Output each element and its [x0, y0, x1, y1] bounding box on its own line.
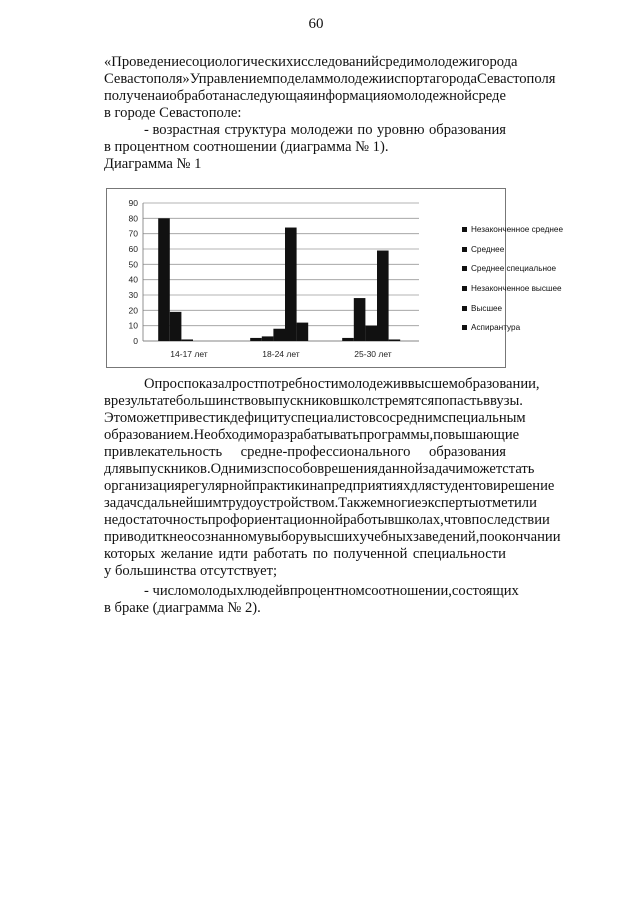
word: выпускников — [258, 393, 340, 409]
word: исследований — [293, 54, 379, 70]
word: решения — [324, 461, 378, 477]
x-category-label: 14-17 лет — [170, 349, 208, 359]
word: - возрастная — [144, 122, 220, 138]
bar — [158, 218, 170, 341]
word: спорта — [394, 71, 437, 87]
text-line — [104, 495, 537, 512]
text-line — [104, 376, 540, 393]
word: работать — [253, 546, 308, 562]
word: информация — [309, 88, 388, 104]
word: попасть — [434, 393, 484, 409]
legend-swatch — [462, 286, 467, 291]
word: полученной — [333, 546, 408, 562]
diagram-title: Диаграмма № 1 — [104, 156, 202, 172]
word: по — [357, 122, 373, 138]
word: образовании, — [457, 376, 540, 392]
word: может — [463, 461, 503, 477]
legend-swatch — [462, 227, 467, 232]
word: эксперты — [421, 495, 479, 511]
bar — [342, 338, 354, 341]
word: средним — [389, 410, 442, 426]
word: специалистов — [290, 410, 376, 426]
word: большинство — [175, 393, 259, 409]
legend-swatch — [462, 306, 467, 311]
word: в браке (диаграмма № 2). — [104, 600, 261, 616]
legend-item — [462, 298, 602, 318]
word: привести — [166, 410, 224, 426]
text-line — [104, 600, 506, 617]
y-tick-label: 10 — [128, 320, 138, 331]
text-line — [104, 139, 506, 156]
x-category-label: 18-24 лет — [262, 349, 300, 359]
word: показал — [183, 376, 232, 392]
text-line — [104, 54, 518, 71]
word: повышающие — [433, 427, 520, 443]
word: - число — [144, 583, 189, 599]
legend-swatch — [462, 247, 467, 252]
word: желание — [160, 546, 214, 562]
word: трудоустройством. — [221, 495, 339, 511]
legend-label: Незаконченное высшее — [471, 284, 562, 294]
bullet-married-share — [104, 583, 519, 617]
word: Одним — [210, 461, 254, 477]
word: в процентном соотношении (диаграмма № 1). — [104, 139, 389, 155]
word: вузы. — [490, 393, 523, 409]
word: многие — [376, 495, 422, 511]
word: задачи — [422, 461, 464, 477]
legend-item — [462, 259, 602, 279]
text-line — [104, 563, 506, 580]
y-tick-label: 30 — [128, 290, 138, 300]
word: профориентационной — [207, 512, 343, 528]
word: работы — [342, 512, 388, 528]
y-tick-label: 80 — [128, 213, 138, 224]
x-category-label: 25-30 лет — [354, 349, 392, 359]
word: в — [282, 583, 290, 599]
word: города — [436, 71, 478, 87]
word: молодежи — [338, 376, 401, 392]
survey-findings-paragraph — [104, 376, 561, 580]
word: идти — [218, 546, 248, 562]
intro-paragraph — [104, 54, 556, 122]
word: в — [483, 393, 490, 409]
word: специальности — [412, 546, 506, 562]
word: по — [272, 71, 288, 87]
word: дефициту — [230, 410, 291, 426]
word: что — [443, 512, 465, 528]
word: отметили — [478, 495, 537, 511]
text-line — [104, 427, 520, 444]
bar — [262, 336, 274, 341]
word: привлекательность — [104, 444, 223, 460]
page-number: 60 — [308, 16, 324, 32]
word: структура — [224, 122, 287, 138]
y-tick-label: 60 — [128, 244, 138, 254]
word: студентов — [431, 478, 493, 494]
word: и — [386, 71, 395, 87]
chart-legend — [462, 220, 602, 338]
word: организация — [104, 478, 182, 494]
y-tick-label: 40 — [128, 274, 138, 285]
word: способов — [266, 461, 325, 477]
word: получена — [104, 88, 162, 104]
word: окончании — [494, 529, 561, 545]
legend-item — [462, 220, 602, 240]
legend-swatch — [462, 266, 467, 271]
text-line — [104, 583, 519, 600]
word: в — [387, 512, 395, 528]
word: процентном — [289, 583, 365, 599]
word: заведений, — [413, 529, 480, 545]
word: уровню — [377, 122, 425, 138]
word: стремятся — [371, 393, 435, 409]
word: выпускников. — [125, 461, 211, 477]
word: у большинства отсутствует; — [104, 563, 278, 579]
y-tick-label: 70 — [128, 228, 138, 239]
word: высших — [310, 529, 360, 545]
word: может — [127, 410, 167, 426]
text-line — [104, 122, 506, 139]
word: образованием. — [104, 427, 194, 443]
word: учебных — [359, 529, 414, 545]
word: стать — [502, 461, 535, 477]
text-line — [104, 410, 526, 427]
word: Также — [338, 495, 377, 511]
word: неосознанному — [169, 529, 265, 545]
bar-chart-canvas — [107, 189, 507, 369]
word: в — [400, 376, 408, 392]
bar — [377, 251, 389, 341]
bar — [297, 323, 309, 341]
y-tick-label: 0 — [133, 336, 138, 346]
bar — [354, 298, 366, 341]
word: практики — [251, 478, 310, 494]
word: предприятиях — [323, 478, 411, 494]
word: выбору — [264, 529, 311, 545]
word: делам — [287, 71, 325, 87]
bullet-age-structure — [104, 122, 506, 156]
word: Это — [104, 410, 128, 426]
word: Севастополя — [477, 71, 556, 87]
word: в городе Севастополе: — [104, 105, 242, 121]
bar — [365, 326, 377, 341]
word: разрабатывать — [270, 427, 360, 443]
y-tick-label: 50 — [128, 259, 138, 270]
word: решение — [500, 478, 555, 494]
word: соотношении, — [364, 583, 452, 599]
word: следующая — [239, 88, 310, 104]
word: рост — [231, 376, 260, 392]
bar — [181, 339, 193, 341]
word: школах, — [394, 512, 444, 528]
word: образования — [429, 122, 506, 138]
word: Необходимо — [193, 427, 271, 443]
word: специальным — [441, 410, 526, 426]
word: приводит — [104, 529, 163, 545]
word: образования — [429, 444, 506, 460]
bar — [389, 339, 401, 341]
word: молодежи — [324, 71, 387, 87]
word: к — [162, 529, 170, 545]
text-line — [104, 529, 561, 546]
word: данной — [378, 461, 423, 477]
bar — [170, 312, 182, 341]
word: по — [479, 529, 495, 545]
word: программы, — [359, 427, 434, 443]
bar — [250, 338, 262, 341]
word: для — [104, 461, 126, 477]
legend-label: Высшее — [471, 303, 503, 313]
word: задач — [104, 495, 137, 511]
word: из — [253, 461, 267, 477]
word: к — [223, 410, 231, 426]
word: со — [375, 410, 390, 426]
word: о — [387, 88, 395, 104]
legend-label: Среднее специальное — [471, 264, 557, 274]
text-line — [104, 478, 555, 495]
y-tick-label: 20 — [128, 305, 138, 316]
diagram-1-chart — [106, 188, 564, 368]
word: дальнейшим — [143, 495, 222, 511]
word: с — [136, 495, 144, 511]
text-line — [104, 88, 506, 105]
text-line — [104, 461, 535, 478]
text-line — [104, 512, 550, 529]
word: школ — [339, 393, 372, 409]
word: молодежи — [290, 122, 353, 138]
word: для — [410, 478, 432, 494]
word: молодых — [188, 583, 244, 599]
legend-item — [462, 318, 602, 338]
word: обработана — [169, 88, 240, 104]
bar — [273, 329, 285, 341]
word: потребности — [259, 376, 339, 392]
word: состоящих — [451, 583, 519, 599]
text-line — [104, 71, 556, 88]
text-line — [104, 444, 506, 461]
word: регулярной — [181, 478, 252, 494]
word: города — [476, 54, 518, 70]
y-tick-label: 90 — [128, 198, 138, 208]
word: молодежной — [394, 88, 472, 104]
word: результате — [110, 393, 176, 409]
word: на — [309, 478, 324, 494]
word: Севастополя» — [104, 71, 190, 87]
word: впоследствии — [464, 512, 550, 528]
text-line — [104, 393, 523, 410]
word: Опрос — [144, 376, 184, 392]
legend-label: Аспирантура — [471, 323, 521, 333]
word: людей — [243, 583, 283, 599]
word: средне-профессионального — [240, 444, 411, 460]
word: среде — [472, 88, 506, 104]
text-line — [104, 105, 506, 122]
word: в — [104, 393, 111, 409]
word: которых — [104, 546, 156, 562]
legend-label: Среднее — [471, 244, 505, 254]
word: «Проведение — [104, 54, 186, 70]
text-line — [104, 546, 506, 563]
word: молодежи — [414, 54, 477, 70]
legend-label: Незаконченное среднее — [471, 225, 564, 235]
word: недостаточность — [104, 512, 208, 528]
word: по — [312, 546, 328, 562]
legend-item — [462, 279, 602, 299]
word: и — [161, 88, 170, 104]
word: Управлением — [189, 71, 273, 87]
word: высшем — [407, 376, 458, 392]
bar — [285, 228, 297, 341]
word: среди — [378, 54, 415, 70]
legend-swatch — [462, 325, 467, 330]
word: и — [492, 478, 501, 494]
legend-item — [462, 240, 602, 260]
word: социологических — [185, 54, 294, 70]
